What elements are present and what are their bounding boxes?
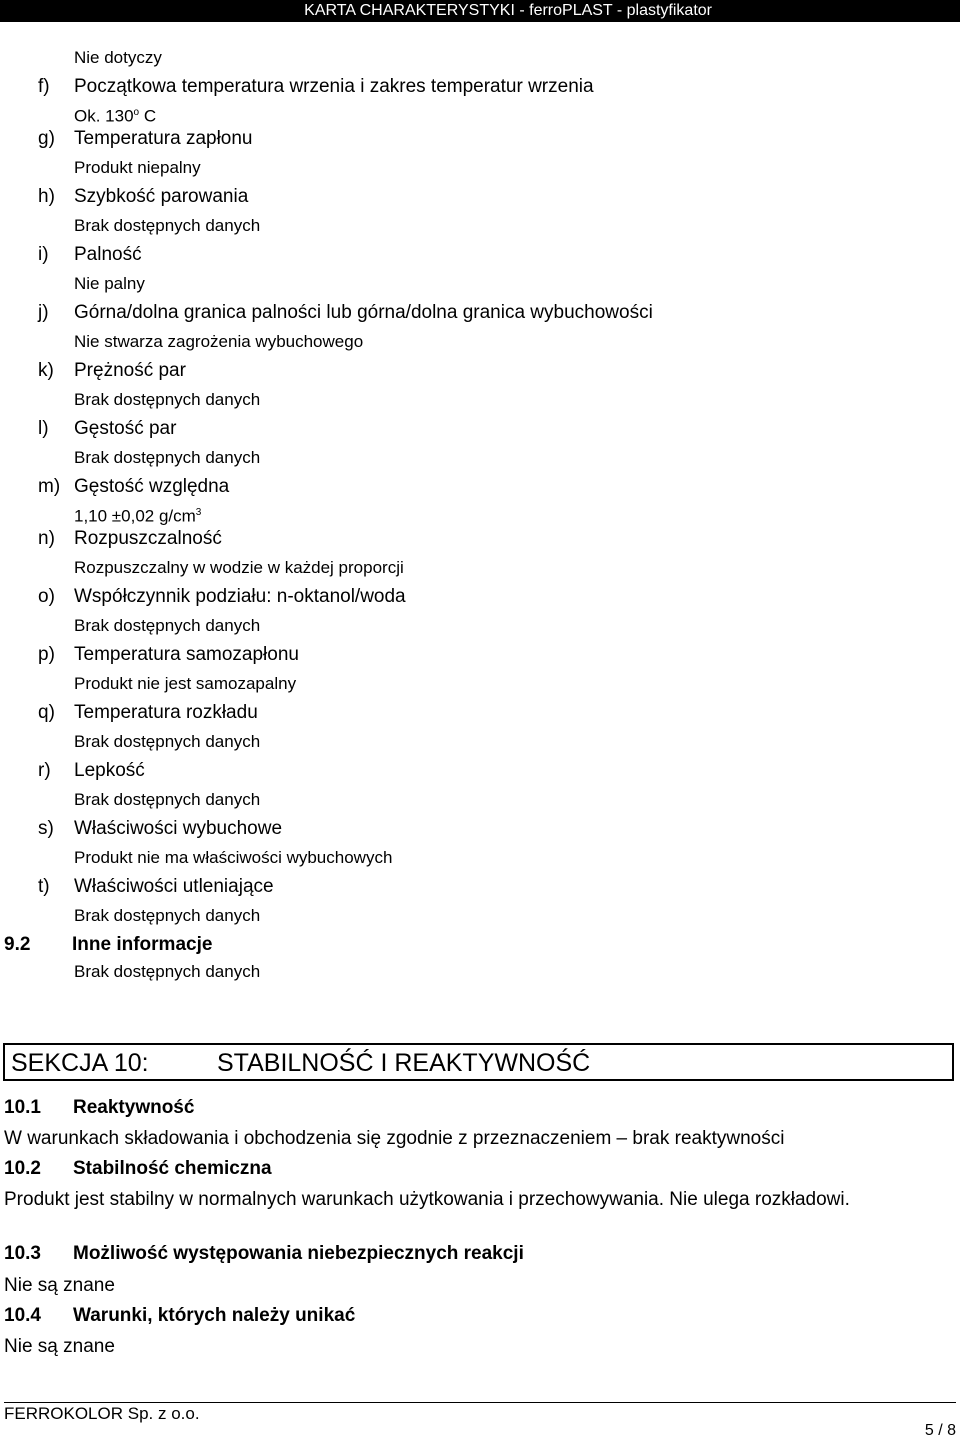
section-10-title: STABILNOŚĆ I REAKTYWNOŚĆ bbox=[217, 1049, 591, 1077]
property-value-text: Produkt nie ma właściwości wybuchowych bbox=[74, 848, 393, 867]
property-value-text: Brak dostępnych danych bbox=[74, 390, 261, 409]
property-value bbox=[0, 901, 960, 930]
property-label bbox=[0, 124, 960, 153]
property-value bbox=[0, 501, 960, 524]
document-title: KARTA CHARAKTERYSTYKI - ferroPLAST - plastyfikator bbox=[304, 2, 712, 19]
subsection-10-1-text: W warunkach składowania i obchodzenia się zgodnie z przeznaczeniem – brak reaktywności bbox=[4, 1128, 785, 1149]
property-letter: s) bbox=[38, 818, 54, 839]
section-9-2-heading bbox=[4, 934, 213, 956]
property-value bbox=[0, 553, 960, 582]
footer-company: FERROKOLOR Sp. z o.o. bbox=[4, 1404, 200, 1423]
property-value bbox=[0, 269, 960, 298]
property-name: Palność bbox=[74, 244, 142, 265]
property-value-text: Brak dostępnych danych bbox=[74, 790, 261, 809]
property-label bbox=[0, 872, 960, 901]
property-label bbox=[0, 72, 960, 101]
property-name: Lepkość bbox=[74, 760, 145, 781]
subsection-number: 10.4 bbox=[4, 1305, 41, 1326]
subsection-number: 10.2 bbox=[4, 1158, 41, 1179]
document-header bbox=[0, 0, 960, 22]
subsection-number: 10.1 bbox=[4, 1097, 41, 1118]
intro-value: Nie dotyczy bbox=[74, 48, 162, 67]
subsection-title: Warunki, których należy unikać bbox=[73, 1305, 356, 1326]
property-name: Szybkość parowania bbox=[74, 186, 249, 207]
subsection-title: Możliwość występowania niebezpiecznych reakcji bbox=[73, 1243, 524, 1264]
property-value-text: Rozpuszczalny w wodzie w każdej proporcji bbox=[74, 558, 404, 577]
property-name: Właściwości utleniające bbox=[74, 876, 274, 897]
property-label bbox=[0, 472, 960, 501]
property-letter: f) bbox=[38, 76, 50, 97]
section-9-2-value: Brak dostępnych danych bbox=[74, 962, 261, 981]
property-label bbox=[0, 582, 960, 611]
property-label bbox=[0, 182, 960, 211]
property-name: Współczynnik podziału: n-oktanol/woda bbox=[74, 586, 406, 607]
property-letter: l) bbox=[38, 418, 49, 439]
property-value bbox=[0, 843, 960, 872]
property-name: Gęstość par bbox=[74, 418, 177, 439]
property-label bbox=[0, 298, 960, 327]
property-letter: g) bbox=[38, 128, 55, 149]
property-value-text: Produkt niepalny bbox=[74, 158, 201, 177]
property-label bbox=[0, 240, 960, 269]
property-value bbox=[0, 669, 960, 698]
property-value-suffix: C bbox=[139, 106, 157, 126]
property-value bbox=[0, 727, 960, 756]
property-label bbox=[0, 524, 960, 553]
property-value-superscript: 3 bbox=[195, 507, 202, 518]
property-letter: o) bbox=[38, 586, 55, 607]
section-10-number: SEKCJA 10: bbox=[11, 1049, 149, 1077]
property-value bbox=[0, 443, 960, 472]
property-value-text: Brak dostępnych danych bbox=[74, 448, 261, 467]
property-name: Temperatura zapłonu bbox=[74, 128, 253, 149]
property-value bbox=[0, 785, 960, 814]
property-name: Górna/dolna granica palności lub górna/dolna granica wybuchowości bbox=[74, 302, 653, 323]
property-value-text: 1,10 ±0,02 g/cm bbox=[74, 506, 196, 526]
subsection-10-4-text: Nie są znane bbox=[4, 1336, 115, 1357]
page-number: 5 / 8 bbox=[924, 1422, 956, 1439]
property-label bbox=[0, 756, 960, 785]
property-value-text: Nie stwarza zagrożenia wybuchowego bbox=[74, 332, 364, 351]
subsection-title: Reaktywność bbox=[73, 1097, 195, 1118]
property-letter: k) bbox=[38, 360, 54, 381]
subsection-10-2-text: Produkt jest stabilny w normalnych warunkach użytkowania i przechowywania. Nie ulega rozkładowi. bbox=[4, 1189, 850, 1210]
section-9-2-number: 9.2 bbox=[4, 934, 31, 955]
property-label bbox=[0, 814, 960, 843]
property-letter: q) bbox=[38, 702, 55, 723]
property-value-text: Brak dostępnych danych bbox=[74, 732, 261, 751]
property-letter: n) bbox=[38, 528, 55, 549]
property-letter: m) bbox=[38, 476, 61, 497]
properties-list bbox=[0, 43, 960, 930]
property-value-text: Nie palny bbox=[74, 274, 145, 293]
property-name: Temperatura rozkładu bbox=[74, 702, 258, 723]
property-value-text: Brak dostępnych danych bbox=[74, 906, 261, 925]
property-value-text: Brak dostępnych danych bbox=[74, 216, 261, 235]
property-label bbox=[0, 414, 960, 443]
section-10-banner bbox=[3, 1043, 954, 1081]
property-letter: t) bbox=[38, 876, 50, 897]
property-name: Rozpuszczalność bbox=[74, 528, 222, 549]
property-value bbox=[0, 153, 960, 182]
property-name: Właściwości wybuchowe bbox=[74, 818, 283, 839]
property-name: Temperatura samozapłonu bbox=[74, 644, 299, 665]
property-value-superscript: o bbox=[133, 107, 140, 118]
property-label bbox=[0, 698, 960, 727]
property-name: Początkowa temperatura wrzenia i zakres temperatur wrzenia bbox=[74, 76, 594, 97]
property-value bbox=[0, 611, 960, 640]
property-label bbox=[0, 356, 960, 385]
property-value bbox=[0, 327, 960, 356]
property-letter: j) bbox=[38, 302, 49, 323]
property-value-text: Brak dostępnych danych bbox=[74, 616, 261, 635]
subsection-10-3-text: Nie są znane bbox=[4, 1275, 115, 1296]
property-letter: p) bbox=[38, 644, 55, 665]
footer-divider bbox=[4, 1402, 956, 1403]
property-letter: i) bbox=[38, 244, 49, 265]
property-letter: r) bbox=[38, 760, 51, 781]
subsection-number: 10.3 bbox=[4, 1243, 41, 1264]
property-name: Prężność par bbox=[74, 360, 186, 381]
property-name: Gęstość względna bbox=[74, 476, 230, 497]
property-value-text: Ok. 130 bbox=[74, 106, 134, 126]
subsection-title: Stabilność chemiczna bbox=[73, 1158, 272, 1179]
property-value bbox=[0, 211, 960, 240]
property-letter: h) bbox=[38, 186, 55, 207]
property-value-text: Produkt nie jest samozapalny bbox=[74, 674, 297, 693]
section-9-2-title: Inne informacje bbox=[72, 934, 213, 955]
property-value bbox=[0, 101, 960, 124]
property-label bbox=[0, 640, 960, 669]
property-value bbox=[0, 385, 960, 414]
